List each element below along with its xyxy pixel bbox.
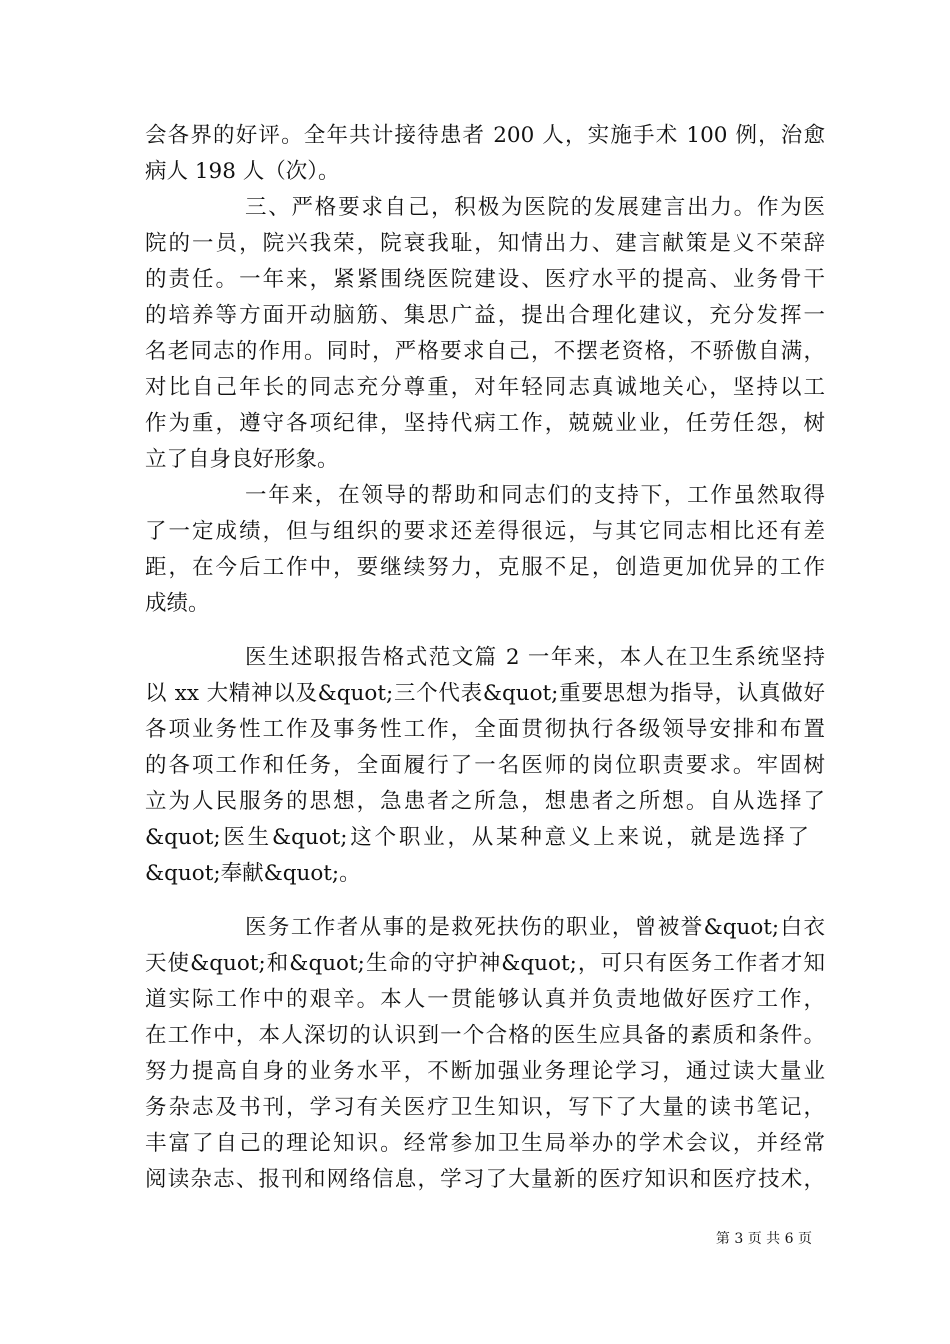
text-line: 病人 198 人（次）。 — [145, 159, 340, 184]
text-line: &quot;奉献&quot;。 — [145, 861, 361, 886]
text-line: 对比自己年长的同志充分尊重，对年轻同志真诚地关心，坚持以工 — [145, 375, 825, 400]
text-line: 成绩。 — [145, 591, 210, 616]
text-line: 名老同志的作用。同时，严格要求自己，不摆老资格，不骄傲自满， — [145, 339, 825, 364]
paragraph-start-line: 医生述职报告格式范文篇 2 一年来，本人在卫生系统坚持 — [245, 645, 825, 670]
page-number-footer: 第 3 页 共 6 页 — [715, 1231, 812, 1247]
paragraph-start-line: 医务工作者从事的是救死扶伤的职业，曾被誉&quot;白衣 — [245, 915, 825, 940]
text-line: 立为人民服务的思想，急患者之所急，想患者之所想。自从选择了 — [145, 789, 825, 814]
text-line: 以 xx 大精神以及&quot;三个代表&quot;重要思想为指导，认真做好 — [145, 681, 825, 706]
text-line: 的责任。一年来，紧紧围绕医院建设、医疗水平的提高、业务骨干 — [145, 267, 825, 292]
text-line: 距，在今后工作中，要继续努力，克服不足，创造更加优异的工作 — [145, 555, 825, 580]
text-line: 阅读杂志、报刊和网络信息，学习了大量新的医疗知识和医疗技术， — [145, 1167, 825, 1192]
text-line: 在工作中，本人深切的认识到一个合格的医生应具备的素质和条件。 — [145, 1023, 825, 1048]
text-line: 作为重，遵守各项纪律，坚持代病工作，兢兢业业，任劳任怨，树 — [145, 411, 825, 436]
paragraph-start-line: 三、严格要求自己，积极为医院的发展建言出力。作为医 — [245, 195, 825, 220]
text-line: 努力提高自身的业务水平，不断加强业务理论学习，通过读大量业 — [145, 1059, 825, 1084]
text-line: 道实际工作中的艰辛。本人一贯能够认真并负责地做好医疗工作， — [145, 987, 825, 1012]
text-line: 天使&quot;和&quot;生命的守护神&quot;，可只有医务工作者才知 — [145, 951, 825, 976]
text-line: &quot;医生&quot;这个职业，从某种意义上来说，就是选择了 — [145, 825, 809, 850]
text-line: 的各项工作和任务，全面履行了一名医师的岗位职责要求。牢固树 — [145, 753, 825, 778]
text-line: 的培养等方面开动脑筋、集思广益，提出合理化建议，充分发挥一 — [145, 303, 825, 328]
text-line: 了一定成绩，但与组织的要求还差得很远，与其它同志相比还有差 — [145, 519, 825, 544]
text-line: 立了自身良好形象。 — [145, 447, 339, 472]
text-line: 院的一员，院兴我荣，院衰我耻，知情出力、建言献策是义不荣辞 — [145, 231, 825, 256]
paragraph-start-line: 一年来，在领导的帮助和同志们的支持下，工作虽然取得 — [245, 483, 825, 508]
text-line: 会各界的好评。全年共计接待患者 200 人，实施手术 100 例，治愈 — [145, 123, 825, 148]
text-line: 各项业务性工作及事务性工作，全面贯彻执行各级领导安排和布置 — [145, 717, 825, 742]
text-line: 务杂志及书刊，学习有关医疗卫生知识，写下了大量的读书笔记， — [145, 1095, 825, 1120]
text-line: 丰富了自己的理论知识。经常参加卫生局举办的学术会议，并经常 — [145, 1131, 825, 1156]
